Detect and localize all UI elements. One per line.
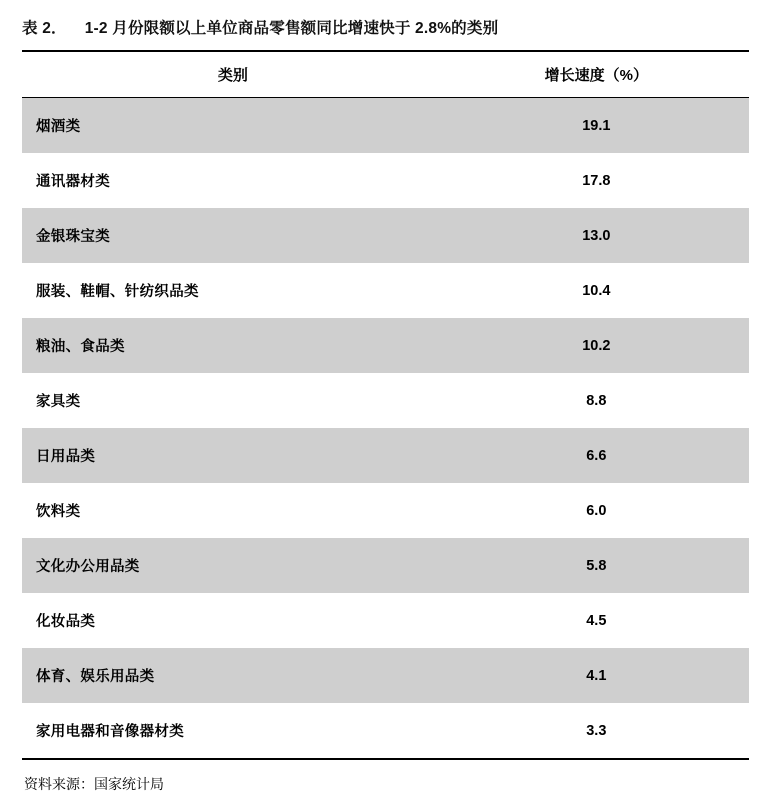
table-body xyxy=(22,98,749,759)
column-header-category: 类别 xyxy=(22,51,444,98)
cell-category: 家用电器和音像器材类 xyxy=(22,703,444,758)
cell-value: 6.6 xyxy=(444,428,749,483)
table-row xyxy=(22,373,749,428)
table-row xyxy=(22,483,749,538)
cell-value: 5.8 xyxy=(444,538,749,593)
table-row xyxy=(22,208,749,263)
cell-value: 3.3 xyxy=(444,703,749,758)
cell-value: 4.1 xyxy=(444,648,749,703)
cell-value: 10.4 xyxy=(444,263,749,318)
column-header-value: 增长速度（%） xyxy=(444,51,749,98)
table-header-row xyxy=(22,51,749,98)
cell-category: 家具类 xyxy=(22,373,444,428)
table-row xyxy=(22,538,749,593)
table-caption-text: 1-2 月份限额以上单位商品零售额同比增速快于 2.8%的类别 xyxy=(84,20,499,37)
cell-category: 通讯器材类 xyxy=(22,153,444,208)
cell-value: 8.8 xyxy=(444,373,749,428)
table-header xyxy=(22,51,749,98)
cell-category: 饮料类 xyxy=(22,483,444,538)
cell-category: 烟酒类 xyxy=(22,98,444,154)
retail-growth-table xyxy=(22,50,749,758)
source-note: 资料来源：国家统计局 xyxy=(24,776,164,792)
cell-category: 化妆品类 xyxy=(22,593,444,648)
table-row xyxy=(22,703,749,758)
cell-value: 19.1 xyxy=(444,98,749,154)
cell-category: 服装、鞋帽、针纺织品类 xyxy=(22,263,444,318)
cell-value: 6.0 xyxy=(444,483,749,538)
table-row xyxy=(22,648,749,703)
table-row xyxy=(22,263,749,318)
table-row xyxy=(22,318,749,373)
table-caption xyxy=(22,0,749,50)
cell-value: 13.0 xyxy=(444,208,749,263)
cell-category: 粮油、食品类 xyxy=(22,318,444,373)
cell-category: 体育、娱乐用品类 xyxy=(22,648,444,703)
cell-category: 文化办公用品类 xyxy=(22,538,444,593)
cell-value: 10.2 xyxy=(444,318,749,373)
table-row xyxy=(22,593,749,648)
cell-value: 17.8 xyxy=(444,153,749,208)
table-row xyxy=(22,153,749,208)
cell-category: 金银珠宝类 xyxy=(22,208,444,263)
cell-category: 日用品类 xyxy=(22,428,444,483)
cell-value: 4.5 xyxy=(444,593,749,648)
table-row xyxy=(22,428,749,483)
table-row xyxy=(22,98,749,154)
table-caption-label: 表 2． xyxy=(22,20,67,37)
